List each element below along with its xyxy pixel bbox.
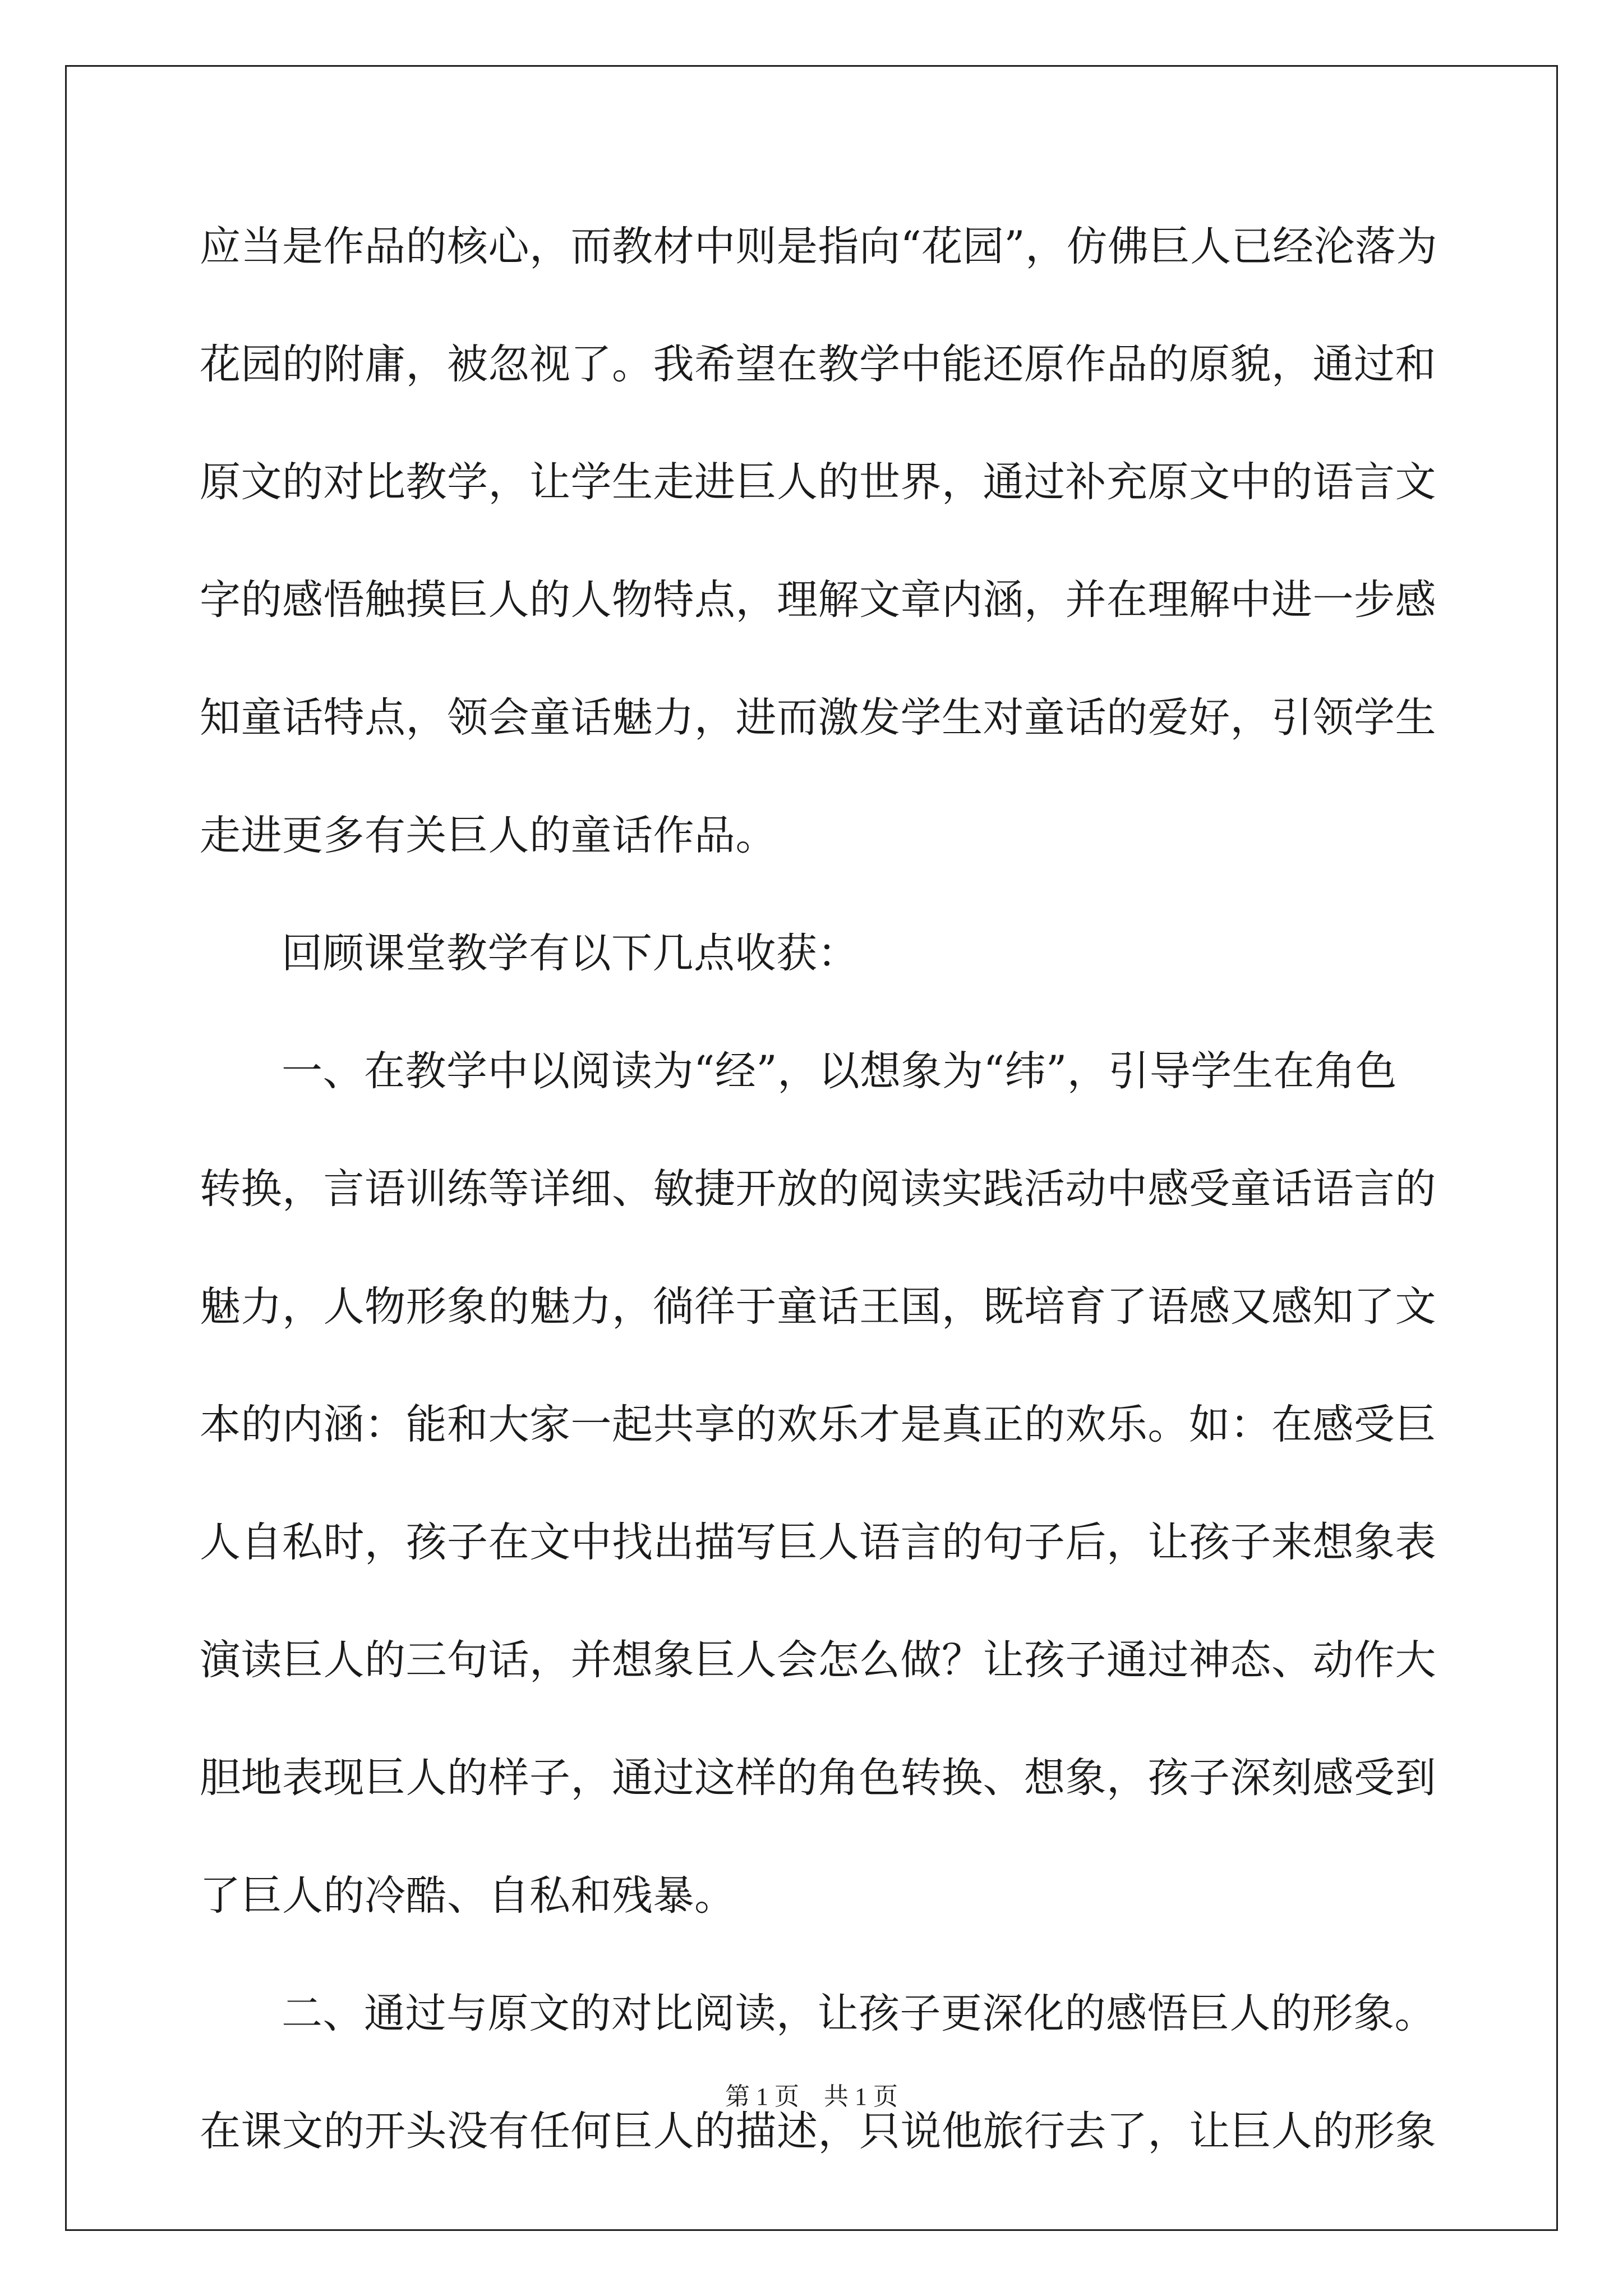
document-body: [200, 216, 1438, 2219]
text-line: 应当是作品的核心，而教材中则是指向“花园”，仿佛巨人已经沦落为: [200, 223, 1438, 270]
page-number-footer: 第 1 页 共 1 页: [725, 2083, 898, 2110]
text-line: 知童话特点，领会童话魅力，进而激发学生对童话的爱好，引领学生: [200, 694, 1436, 742]
text-line: 本的内涵：能和大家一起共享的欢乐才是真正的欢乐。如：在感受巨: [200, 1401, 1436, 1448]
paragraph-start: 回顾课堂教学有以下几点收获：: [282, 930, 859, 977]
text-line: 在课文的开头没有任何巨人的描述，只说他旅行去了，让巨人的形象: [200, 2108, 1436, 2155]
text-line: 了巨人的冷酷、自私和残暴。: [200, 1872, 736, 1920]
paragraph-start: 二、通过与原文的对比阅读，让孩子更深化的感悟巨人的形象。: [282, 1990, 1436, 2037]
text-line: 人自私时，孩子在文中找出描写巨人语言的句子后，让孩子来想象表: [200, 1519, 1436, 1566]
text-line: 原文的对比教学，让学生走进巨人的世界，通过补充原文中的语言文: [200, 458, 1436, 506]
text-line: 魅力，人物形象的魅力，徜徉于童话王国，既培育了语感又感知了文: [200, 1283, 1436, 1331]
text-line: 转换，言语训练等详细、敏捷开放的阅读实践活动中感受童话语言的: [200, 1165, 1436, 1213]
text-line: 字的感悟触摸巨人的人物特点，理解文章内涵，并在理解中进一步感: [200, 576, 1436, 624]
text-line: 胆地表现巨人的样子，通过这样的角色转换、想象，孩子深刻感受到: [200, 1754, 1436, 1802]
text-line: 走进更多有关巨人的童话作品。: [200, 812, 777, 859]
text-line: 花园的附庸，被忽视了。我希望在教学中能还原作品的原貌，通过和: [200, 341, 1436, 388]
text-line: 演读巨人的三句话，并想象巨人会怎么做？让孩子通过神态、动作大: [200, 1636, 1436, 1684]
paragraph-start: 一、在教学中以阅读为“经”，以想象为“纬”，引导学生在角色: [282, 1047, 1397, 1095]
